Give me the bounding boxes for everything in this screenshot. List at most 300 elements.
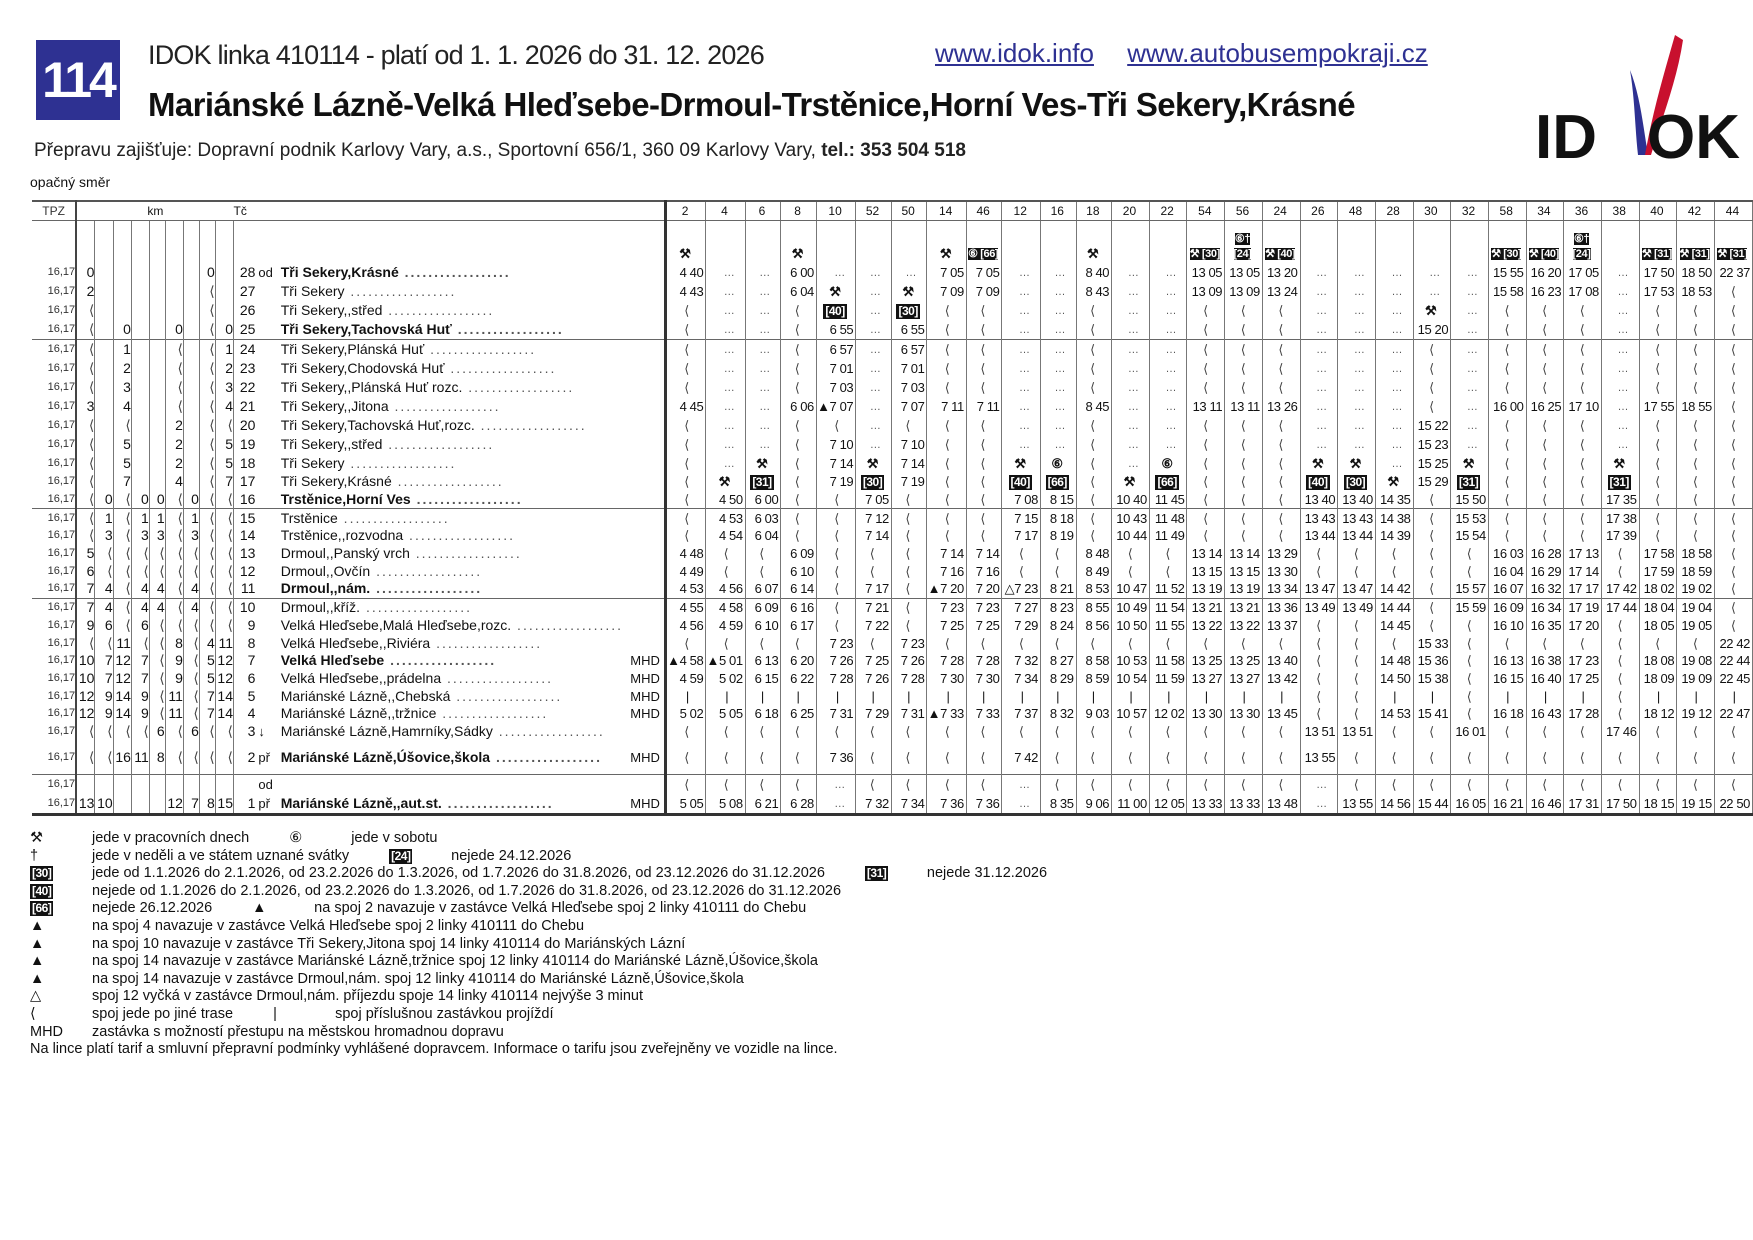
departure-time: 18 58 bbox=[1681, 546, 1712, 562]
km-number: 2 bbox=[175, 417, 183, 433]
km-value bbox=[199, 794, 215, 815]
time-cell bbox=[1677, 687, 1715, 705]
time-cell bbox=[927, 454, 966, 473]
time-cell bbox=[1076, 509, 1112, 527]
time-cell bbox=[745, 740, 781, 774]
km-value bbox=[183, 301, 199, 320]
wavy-route-icon: ⟨ bbox=[869, 546, 875, 562]
km-number: 4 bbox=[123, 398, 131, 414]
no-service-dots: … bbox=[1353, 267, 1365, 279]
km-number: 1 bbox=[104, 509, 113, 526]
time-cell bbox=[1375, 473, 1413, 491]
km-value bbox=[95, 263, 113, 282]
time-cell bbox=[1112, 617, 1150, 635]
wavy-route-icon: ⟨ bbox=[1203, 474, 1209, 490]
leader-dots: .................. bbox=[388, 398, 501, 414]
time-cell bbox=[1639, 634, 1677, 652]
time-cell bbox=[1714, 416, 1752, 435]
time-cell bbox=[1338, 454, 1376, 473]
time-cell bbox=[665, 740, 705, 774]
stop-name bbox=[277, 562, 623, 580]
stop-name-text: Drmoul,,Ovčín bbox=[280, 562, 371, 579]
departure-time: 7 22 bbox=[865, 617, 889, 633]
time-cell bbox=[1076, 545, 1112, 563]
km-value bbox=[131, 282, 149, 301]
tpz-value: 16,17 bbox=[32, 416, 76, 435]
km-number: 0 bbox=[175, 321, 183, 337]
time-cell bbox=[781, 617, 817, 635]
km-value bbox=[131, 723, 149, 741]
time-cell bbox=[1300, 454, 1338, 473]
wavy-route-icon: ⟨ bbox=[227, 748, 233, 765]
wavy-route-icon: ⟨ bbox=[177, 562, 183, 579]
time-cell bbox=[1040, 562, 1076, 580]
wavy-route-icon: ⟨ bbox=[1692, 437, 1698, 452]
wavy-route-icon: ⟨ bbox=[143, 634, 149, 651]
time-cell bbox=[891, 473, 927, 491]
time-cell bbox=[665, 263, 705, 282]
time-cell bbox=[1488, 340, 1526, 360]
km-value bbox=[149, 416, 165, 435]
departure-time: 16 00 bbox=[1492, 399, 1524, 414]
restriction-badge: [31] bbox=[752, 475, 772, 490]
departure-time: 8 58 bbox=[1085, 653, 1110, 669]
operator-text: Přepravu zajišťuje: Dopravní podnik Karlovy Vary, a.s., Sportovní 656/1, 360 09 Karlovy Vary, bbox=[34, 140, 816, 161]
tpz-value: 16,17 bbox=[32, 491, 76, 509]
time-cell bbox=[665, 527, 705, 545]
time-cell bbox=[1225, 320, 1263, 340]
time-cell bbox=[1262, 416, 1300, 435]
time-cell bbox=[1002, 435, 1041, 454]
trip-restriction-note: ⚒ [30] bbox=[1491, 248, 1522, 260]
time-cell bbox=[1225, 634, 1263, 652]
time-cell bbox=[1601, 397, 1639, 416]
time-cell bbox=[1002, 652, 1041, 670]
wavy-route-icon: ⟨ bbox=[1316, 706, 1322, 722]
wavy-route-icon: ⟨ bbox=[1655, 303, 1661, 318]
km-value bbox=[149, 774, 165, 794]
tc-value: 2 bbox=[247, 748, 256, 765]
km-value bbox=[183, 320, 199, 340]
departure-time: 12 02 bbox=[1153, 706, 1185, 722]
wavy-route-icon: ⟨ bbox=[1542, 380, 1548, 395]
time-cell bbox=[1413, 416, 1451, 435]
time-cell bbox=[1002, 705, 1041, 723]
km-number: 4 bbox=[206, 634, 215, 651]
time-cell bbox=[665, 491, 705, 509]
time-cell bbox=[1262, 598, 1300, 616]
time-cell bbox=[1639, 580, 1677, 598]
departure-time: 7 29 bbox=[1014, 617, 1038, 633]
time-cell bbox=[1677, 634, 1715, 652]
time-cell bbox=[1564, 652, 1602, 670]
wavy-route-icon: ⟨ bbox=[869, 635, 875, 651]
arr-dep-marker bbox=[255, 491, 276, 509]
time-cell bbox=[1262, 454, 1300, 473]
km-value bbox=[131, 598, 149, 616]
arr-dep-marker bbox=[255, 527, 276, 545]
departure-time: 13 44 bbox=[1342, 528, 1373, 544]
time-cell bbox=[706, 545, 745, 563]
departure-time: 10 57 bbox=[1116, 706, 1147, 722]
time-cell bbox=[1225, 774, 1263, 794]
km-value bbox=[149, 435, 165, 454]
time-cell bbox=[927, 617, 966, 635]
time-cell bbox=[1338, 527, 1376, 545]
no-service-dots: … bbox=[1127, 267, 1139, 279]
departure-time: 13 11 bbox=[1192, 399, 1223, 414]
km-value bbox=[95, 320, 113, 340]
time-cell bbox=[1375, 340, 1413, 360]
time-cell bbox=[1714, 634, 1752, 652]
departure-time: 8 18 bbox=[1049, 510, 1074, 526]
departure-time: 8 29 bbox=[1049, 670, 1074, 686]
time-cell bbox=[1677, 340, 1715, 360]
arr-dep-marker bbox=[255, 705, 276, 723]
departure-time: 5 08 bbox=[718, 795, 743, 811]
trip-number: 14 bbox=[927, 201, 966, 221]
time-cell bbox=[1451, 705, 1489, 723]
time-cell bbox=[1149, 301, 1187, 320]
km-value bbox=[149, 794, 165, 815]
legend-item bbox=[30, 1006, 1180, 1024]
km-value bbox=[183, 454, 199, 473]
wavy-route-icon: ⟨ bbox=[684, 776, 690, 792]
departure-time: 17 20 bbox=[1568, 617, 1599, 633]
wavy-route-icon: ⟨ bbox=[1579, 342, 1585, 357]
workdays-icon: ⚒ bbox=[1349, 456, 1362, 471]
wavy-route-icon: ⟨ bbox=[944, 749, 950, 765]
spacer bbox=[131, 221, 149, 264]
km-number: 8 bbox=[156, 748, 165, 765]
time-cell bbox=[1300, 545, 1338, 563]
time-cell bbox=[1564, 562, 1602, 580]
time-cell bbox=[927, 774, 966, 794]
km-number: 3 bbox=[156, 527, 165, 544]
stop-row bbox=[32, 652, 1753, 670]
wavy-route-icon: ⟨ bbox=[193, 669, 199, 686]
time-cell bbox=[927, 740, 966, 774]
wavy-route-icon: ⟨ bbox=[1316, 670, 1322, 686]
wavy-route-icon: ⟨ bbox=[209, 509, 215, 526]
legend-item bbox=[30, 971, 1180, 989]
mhd-label: MHD bbox=[623, 794, 665, 815]
time-cell bbox=[1300, 359, 1338, 378]
time-cell bbox=[706, 794, 745, 815]
km-number: 0 bbox=[141, 491, 149, 508]
legend-key bbox=[30, 830, 92, 848]
trip-number: 18 bbox=[1076, 201, 1112, 221]
wavy-route-icon: ⟨ bbox=[794, 474, 800, 490]
arr-dep-marker: ↓ bbox=[258, 723, 265, 739]
workdays-icon: ⚒ bbox=[1462, 456, 1475, 471]
time-cell bbox=[927, 473, 966, 491]
departure-time: 8 27 bbox=[1049, 653, 1074, 669]
time-cell bbox=[781, 652, 817, 670]
stop-row bbox=[32, 740, 1753, 774]
wavy-route-icon: ⟨ bbox=[125, 527, 131, 544]
departure-time: 7 25 bbox=[975, 617, 1000, 633]
departure-time: 8 32 bbox=[1049, 706, 1074, 722]
time-cell bbox=[1451, 527, 1489, 545]
stop-name bbox=[277, 580, 623, 598]
departure-time: 7 03 bbox=[829, 380, 854, 395]
time-cell bbox=[781, 670, 817, 688]
time-cell bbox=[1488, 454, 1526, 473]
departure-time: 14 35 bbox=[1379, 492, 1411, 508]
tc-value: 1 bbox=[234, 794, 256, 815]
wavy-route-icon: ⟨ bbox=[1054, 776, 1060, 792]
autobusempokraji-link[interactable]: www.autobusempokraji.cz bbox=[1127, 38, 1428, 68]
pass-through-icon: | bbox=[1732, 688, 1736, 704]
no-service-dots: … bbox=[723, 382, 735, 394]
departure-time: 16 10 bbox=[1492, 617, 1524, 633]
departure-time: 5 02 bbox=[718, 670, 743, 686]
time-cell bbox=[1601, 652, 1639, 670]
time-cell bbox=[1300, 598, 1338, 616]
departure-time: ▲5 01 bbox=[706, 653, 743, 669]
departure-time: 6 10 bbox=[790, 563, 814, 579]
time-cell bbox=[1526, 687, 1564, 705]
departure-time: 7 11 bbox=[976, 399, 1000, 414]
no-service-dots: … bbox=[1054, 324, 1066, 336]
wavy-route-icon: ⟨ bbox=[107, 634, 113, 651]
km-value bbox=[113, 545, 131, 563]
leader-dots: .................. bbox=[344, 455, 457, 471]
wavy-route-icon: ⟨ bbox=[1466, 706, 1472, 722]
time-cell bbox=[706, 652, 745, 670]
tc-value: 5 bbox=[247, 687, 256, 704]
wavy-route-icon: ⟨ bbox=[1203, 635, 1209, 651]
wavy-route-icon: ⟨ bbox=[1278, 492, 1284, 508]
wavy-route-icon: ⟨ bbox=[944, 776, 950, 792]
time-cell bbox=[1413, 634, 1451, 652]
no-service-dots: … bbox=[1466, 267, 1478, 279]
wavy-route-icon: ⟨ bbox=[1127, 776, 1133, 792]
wavy-route-icon: ⟨ bbox=[1391, 563, 1397, 579]
km-value bbox=[76, 301, 95, 320]
departure-time: 18 09 bbox=[1643, 670, 1675, 686]
wavy-route-icon: ⟨ bbox=[1353, 617, 1359, 633]
time-cell bbox=[856, 473, 892, 491]
wavy-route-icon: ⟨ bbox=[1542, 322, 1548, 337]
km-number: 5 bbox=[225, 455, 233, 471]
time-cell bbox=[745, 491, 781, 509]
time-cell bbox=[1488, 580, 1526, 598]
trip-note-cell bbox=[816, 221, 855, 264]
mhd-label bbox=[623, 580, 665, 598]
departure-time: 15 25 bbox=[1417, 456, 1449, 471]
stop-name-text: Tři Sekery bbox=[280, 283, 345, 299]
km-value bbox=[149, 670, 165, 688]
arr-dep-marker bbox=[255, 545, 276, 563]
departure-time: 16 34 bbox=[1530, 600, 1562, 616]
time-cell bbox=[1076, 580, 1112, 598]
departure-time: 7 25 bbox=[940, 617, 964, 633]
time-cell bbox=[1714, 263, 1752, 282]
legend-key bbox=[865, 865, 927, 883]
km-value bbox=[165, 580, 183, 598]
km-number: 9 bbox=[141, 705, 149, 722]
time-cell bbox=[1002, 740, 1041, 774]
arr-dep-marker: př bbox=[255, 794, 276, 815]
no-service-dots: … bbox=[1018, 382, 1030, 394]
departure-time: 15 22 bbox=[1417, 418, 1449, 433]
wavy-route-icon: ⟨ bbox=[1090, 749, 1096, 765]
time-cell bbox=[745, 509, 781, 527]
time-cell bbox=[706, 263, 745, 282]
time-cell bbox=[1714, 562, 1752, 580]
wavy-route-icon: ⟨ bbox=[88, 722, 95, 739]
time-cell bbox=[1677, 774, 1715, 794]
no-service-dots: … bbox=[759, 439, 771, 451]
wavy-route-icon: ⟨ bbox=[1090, 635, 1096, 651]
time-cell bbox=[1451, 634, 1489, 652]
no-service-dots: … bbox=[1054, 305, 1066, 317]
km-value bbox=[215, 723, 233, 741]
time-cell bbox=[1413, 491, 1451, 509]
time-cell bbox=[891, 617, 927, 635]
tpz-value: 16,17 bbox=[32, 527, 76, 545]
wavy-route-icon: ⟨ bbox=[88, 379, 95, 395]
departure-time: 7 28 bbox=[900, 670, 925, 686]
departure-time: ▲7 33 bbox=[927, 706, 964, 722]
time-cell bbox=[745, 705, 781, 723]
time-cell bbox=[1002, 562, 1041, 580]
km-number: 3 bbox=[141, 527, 149, 544]
trip-restriction-note: ⚒ [30] bbox=[1189, 248, 1220, 260]
departure-time: 4 48 bbox=[679, 546, 704, 562]
tc-value: 9 bbox=[247, 616, 256, 633]
stop-row bbox=[32, 435, 1753, 454]
km-value bbox=[215, 416, 233, 435]
departure-time: 10 40 bbox=[1116, 492, 1147, 508]
time-cell bbox=[1714, 435, 1752, 454]
no-service-dots: … bbox=[723, 324, 735, 336]
wavy-route-icon: ⟨ bbox=[1090, 474, 1096, 490]
time-cell bbox=[1112, 634, 1150, 652]
time-cell bbox=[1375, 509, 1413, 527]
wavy-route-icon: ⟨ bbox=[1240, 635, 1246, 651]
departure-time: 13 21 bbox=[1229, 600, 1260, 616]
km-number: 7 bbox=[123, 473, 131, 490]
km-value bbox=[183, 282, 199, 301]
wavy-route-icon: ⟨ bbox=[177, 580, 183, 597]
wavy-route-icon: ⟨ bbox=[1730, 380, 1736, 395]
time-cell bbox=[816, 670, 855, 688]
time-cell bbox=[1112, 723, 1150, 741]
legend-symbol: ⟨ bbox=[30, 1005, 36, 1022]
legend-item bbox=[30, 865, 1180, 883]
km-value bbox=[215, 435, 233, 454]
km-value bbox=[149, 397, 165, 416]
tc-value: 17 bbox=[239, 473, 256, 490]
workdays-icon: ⚒ bbox=[1312, 456, 1324, 471]
time-cell bbox=[1112, 416, 1150, 435]
no-service-dots: … bbox=[1617, 401, 1629, 413]
departure-time: 17 53 bbox=[1643, 284, 1675, 299]
time-cell bbox=[745, 454, 781, 473]
wavy-route-icon: ⟨ bbox=[1278, 418, 1284, 433]
wavy-route-icon: ⟨ bbox=[209, 545, 215, 562]
km-value bbox=[165, 527, 183, 545]
time-cell bbox=[1488, 740, 1526, 774]
wavy-route-icon: ⟨ bbox=[980, 456, 986, 471]
time-cell bbox=[1714, 652, 1752, 670]
stop-name-text: Mariánské Lázně,,aut.st. bbox=[280, 794, 442, 811]
time-cell bbox=[781, 491, 817, 509]
leader-dots: .................. bbox=[384, 652, 497, 669]
departure-time: 6 57 bbox=[900, 342, 925, 357]
wavy-route-icon: ⟨ bbox=[193, 616, 199, 633]
time-cell bbox=[816, 509, 855, 527]
wavy-route-icon: ⟨ bbox=[684, 474, 690, 490]
km-value bbox=[199, 545, 215, 563]
time-cell bbox=[1375, 774, 1413, 794]
legend-text: nejede 31.12.2026 bbox=[926, 865, 1048, 882]
time-cell bbox=[1225, 687, 1263, 705]
stop-name bbox=[277, 634, 623, 652]
time-cell bbox=[1526, 670, 1564, 688]
wavy-route-icon: ⟨ bbox=[869, 563, 875, 579]
km-value bbox=[131, 562, 149, 580]
time-cell bbox=[891, 687, 927, 705]
wavy-route-icon: ⟨ bbox=[1617, 776, 1623, 792]
km-number: 12 bbox=[115, 669, 131, 686]
legend-symbol: ⑥ bbox=[289, 830, 303, 846]
leader-dots: .................. bbox=[490, 748, 602, 765]
departure-time: 6 06 bbox=[790, 399, 814, 414]
restriction-badge: [66] bbox=[1157, 475, 1177, 490]
leader-dots: .................. bbox=[436, 705, 549, 722]
wavy-route-icon: ⟨ bbox=[944, 528, 950, 544]
departure-time: 13 22 bbox=[1191, 617, 1223, 633]
km-value bbox=[113, 340, 131, 360]
leader-dots: .................. bbox=[409, 545, 522, 562]
departure-time: 14 42 bbox=[1379, 581, 1411, 597]
time-cell bbox=[891, 634, 927, 652]
time-cell bbox=[1526, 598, 1564, 616]
trip-number: 26 bbox=[1300, 201, 1338, 221]
time-cell bbox=[745, 580, 781, 598]
time-cell bbox=[1262, 687, 1300, 705]
mhd-label bbox=[623, 598, 665, 616]
idok-logo bbox=[1535, 30, 1740, 172]
time-cell bbox=[1076, 359, 1112, 378]
departure-time: 16 25 bbox=[1530, 399, 1562, 414]
legend-symbol: † bbox=[30, 847, 39, 864]
time-cell bbox=[1451, 473, 1489, 491]
wavy-route-icon: ⟨ bbox=[980, 474, 986, 490]
departure-time: 13 49 bbox=[1342, 600, 1373, 616]
km-value bbox=[95, 705, 113, 723]
tpz-value: 16,17 bbox=[32, 473, 76, 491]
idok-link[interactable]: www.idok.info bbox=[935, 38, 1094, 68]
time-cell bbox=[966, 562, 1002, 580]
time-cell bbox=[856, 740, 892, 774]
departure-time: 16 21 bbox=[1492, 795, 1524, 811]
time-cell bbox=[1639, 740, 1677, 774]
time-cell bbox=[1002, 397, 1041, 416]
no-service-dots: … bbox=[1165, 286, 1177, 298]
km-value bbox=[76, 562, 95, 580]
wavy-route-icon: ⟨ bbox=[794, 456, 800, 471]
header-links bbox=[935, 38, 1454, 69]
departure-time: 13 20 bbox=[1266, 265, 1298, 280]
departure-time: 17 50 bbox=[1643, 265, 1675, 280]
stop-name bbox=[277, 301, 623, 320]
km-value bbox=[95, 545, 113, 563]
